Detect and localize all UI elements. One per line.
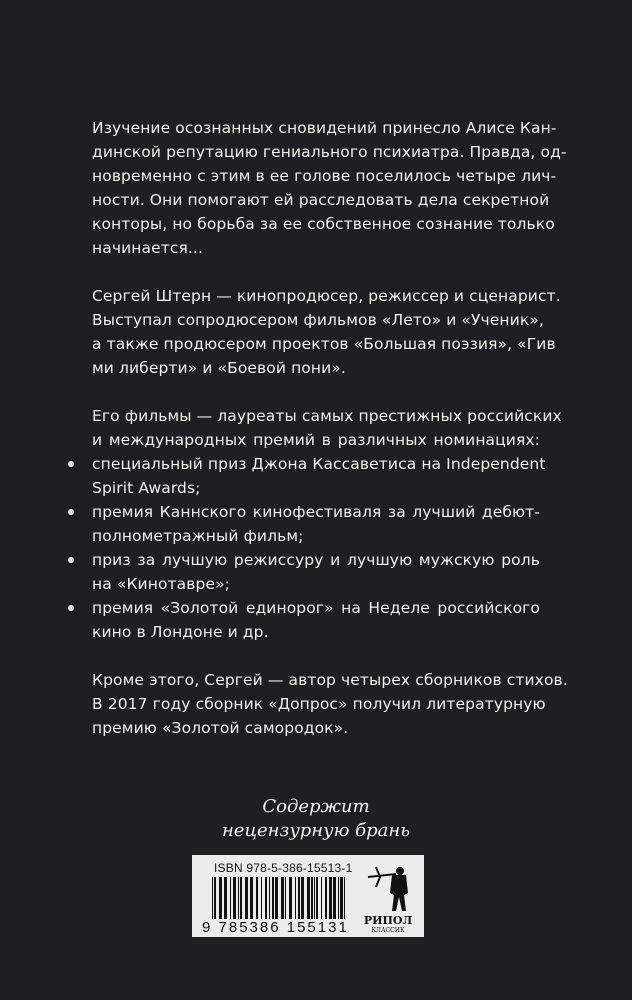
barcode-bar bbox=[344, 877, 345, 921]
text-line: Изучение осознанных сновидений принесло Алисе Кан- bbox=[92, 119, 557, 137]
barcode-bar bbox=[285, 877, 286, 921]
barcode-bar bbox=[261, 877, 262, 921]
barcode-bar bbox=[321, 877, 322, 921]
publisher-name: РИПОЛ bbox=[363, 914, 413, 927]
text-line: новременно с этим в ее голове поселилось четыре лич- bbox=[92, 167, 557, 185]
award-item: премия «Золотой единорог» на Неделе российского bbox=[92, 599, 540, 617]
award-item: кино в Лондоне и др. bbox=[92, 623, 269, 641]
text-line: премию «Золотой самородок». bbox=[92, 719, 349, 737]
bullet-icon bbox=[68, 557, 74, 563]
barcode-bar bbox=[314, 877, 315, 921]
text-line: начинается... bbox=[92, 239, 203, 257]
text-line: ми либерти» и «Боевой пони». bbox=[92, 359, 346, 377]
text-line: а также продюсером проектов «Большая поэзия», «Гив bbox=[92, 335, 556, 353]
barcode-bar bbox=[275, 877, 278, 921]
barcode-bar bbox=[250, 877, 253, 921]
barcode-bar bbox=[307, 877, 310, 921]
barcode-bar bbox=[240, 877, 242, 921]
barcode-box bbox=[192, 855, 424, 937]
barcode-bar bbox=[238, 877, 239, 921]
publisher-sub: КЛАССИК bbox=[371, 927, 405, 934]
barcode-bar bbox=[214, 877, 216, 921]
bullet-icon bbox=[68, 605, 74, 611]
barcode-bar bbox=[265, 877, 267, 921]
barcode-bar bbox=[333, 877, 336, 921]
award-item: полнометражный фильм; bbox=[92, 527, 304, 545]
barcode-bar bbox=[325, 877, 327, 921]
isbn-label: ISBN 978-5-386-15513-1 bbox=[214, 861, 353, 875]
bullet-icon bbox=[68, 461, 74, 467]
barcode-digits: 9 785386 155131 bbox=[202, 919, 349, 936]
text-line: Выступал сопродюсером фильмов «Лето» и «Ученик», bbox=[92, 311, 544, 329]
text-line: Его фильмы — лауреаты самых престижных российских bbox=[92, 407, 562, 425]
bullet-icon bbox=[68, 509, 74, 515]
barcode-bar bbox=[289, 877, 292, 921]
barcode-bar bbox=[338, 877, 339, 921]
award-item: специальный приз Джона Кассаветиса на Independent bbox=[92, 455, 546, 473]
barcode-bar bbox=[233, 877, 236, 921]
award-item: приз за лучшую режиссуру и лучшую мужскую роль bbox=[92, 551, 540, 569]
barcode-bar bbox=[281, 877, 284, 921]
text-line: ности. Они помогают ей расследовать дела секретной bbox=[92, 191, 550, 209]
award-item: Spirit Awards; bbox=[92, 479, 201, 497]
text-line: конторы, но борьба за ее собственное сознание только bbox=[92, 215, 555, 233]
text-line: Сергей Штерн — кинопродюсер, режиссер и сценарист. bbox=[92, 287, 561, 305]
barcode-bar bbox=[219, 877, 222, 921]
barcode-bar bbox=[295, 877, 296, 921]
barcode-bar bbox=[256, 877, 258, 921]
text-line: В 2017 году сборник «Допрос» получил литературную bbox=[92, 695, 546, 713]
text-line: Кроме этого, Сергей — автор четырех сборников стихов. bbox=[92, 671, 568, 689]
content-warning: Содержит bbox=[262, 796, 370, 817]
barcode-bar bbox=[340, 877, 343, 921]
text-line: и международных премий в различных номинациях: bbox=[92, 431, 540, 449]
barcode-bar bbox=[269, 877, 270, 921]
barcode-bar bbox=[316, 877, 318, 921]
barcode-bar bbox=[230, 877, 231, 921]
barcode-bar bbox=[298, 877, 300, 921]
barcode-bar bbox=[311, 877, 313, 921]
text-line: динской репутацию гениального психиатра. Правда, од- bbox=[92, 143, 567, 161]
barcode-bar bbox=[224, 877, 227, 921]
content-warning: нецензурную брань bbox=[221, 820, 411, 841]
award-item: премия Каннского кинофестиваля за лучший дебют- bbox=[92, 503, 540, 521]
barcode-bar bbox=[245, 877, 248, 921]
barcode-bar bbox=[301, 877, 304, 921]
award-item: на «Кинотавре»; bbox=[92, 575, 230, 593]
